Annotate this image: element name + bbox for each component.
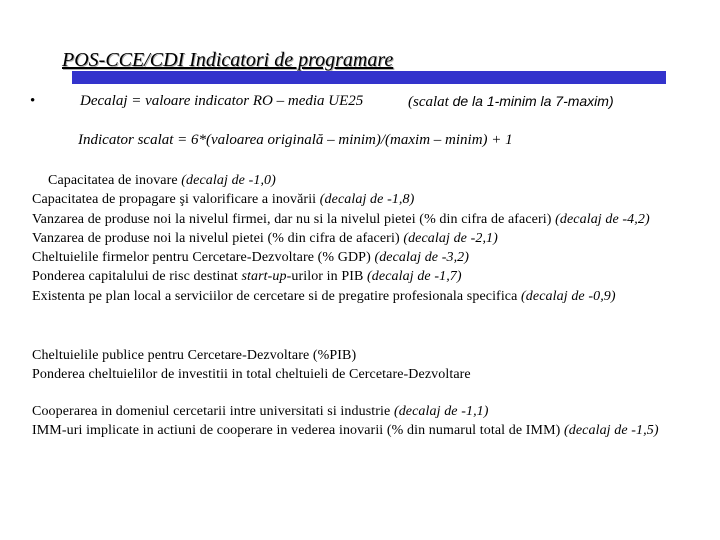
indicator-line: [32, 267, 692, 286]
indicator-text: Cooperarea in domeniul cercetarii intre universitati si industrie: [32, 404, 394, 419]
scaling-formula: Indicator scalat = 6*(valoarea originală – minim)/(maxim – minim) + 1: [78, 132, 513, 148]
indicators-group-innovation: [32, 171, 692, 306]
slide-title: POS-CCE/CDI Indicatori de programare: [62, 49, 394, 71]
indicator-text: -urilor in PIB: [286, 269, 368, 285]
indicator-line: [32, 402, 692, 421]
indicator-line: [32, 171, 692, 190]
indicator-text: IMM-uri implicate in actiuni de cooperare in vederea inovarii (% din numarul total de IMM): [32, 423, 564, 439]
indicator-gap: (decalaj de -1,7): [367, 269, 462, 285]
scale-note-range: de la 1-minim la 7-maxim): [452, 93, 614, 109]
indicator-gap: (decalaj de -4,2): [555, 211, 650, 227]
decalaj-definition-text: Decalaj = valoare indicator RO – media UE25: [80, 93, 364, 109]
indicator-line: [32, 421, 692, 440]
indicator-text: Ponderea capitalului de risc destinat: [32, 269, 242, 285]
indicator-line: [32, 248, 692, 267]
indicator-gap: (decalaj de -1,5): [563, 423, 659, 439]
scale-note-prefix: (scalat: [408, 94, 453, 110]
title-underline-bar: [72, 71, 666, 84]
indicator-line: [32, 287, 692, 306]
indicator-line: [32, 190, 692, 209]
indicator-gap: (decalaj de -1,8): [319, 192, 415, 208]
bullet-dot-icon: •: [30, 93, 36, 109]
indicator-text: Capacitatea de propagare şi valorificare a inovării: [32, 192, 320, 208]
indicator-line: [32, 346, 692, 365]
indicator-gap: (decalaj de -1,0): [181, 173, 276, 188]
indicator-gap: (decalaj de -0,9): [521, 288, 616, 304]
indicator-line: [32, 365, 692, 384]
indicator-italic-term: start-up: [241, 269, 287, 285]
indicators-group-cooperation: [32, 402, 692, 441]
indicator-line: [32, 229, 692, 248]
indicator-gap: (decalaj de -3,2): [374, 250, 470, 266]
indicator-text: Cheltuielile firmelor pentru Cercetare-Dezvoltare (% GDP): [32, 250, 375, 266]
indicator-text: Cheltuielile publice pentru Cercetare-Dezvoltare (%PIB): [32, 348, 357, 363]
indicator-text: Existenta pe plan local a serviciilor de cercetare si de pregatire profesionala specifica: [32, 288, 522, 304]
indicators-group-public-rd: [32, 346, 692, 385]
indicator-text: Ponderea cheltuielilor de investitii in total cheltuieli de Cercetare-Dezvoltare: [32, 367, 471, 383]
indicator-text: Vanzarea de produse noi la nivelul pietei (% din cifra de afaceri): [32, 230, 404, 246]
indicator-text: Capacitatea de inovare: [48, 173, 182, 188]
indicator-text: Vanzarea de produse noi la nivelul firmei, dar nu si la nivelul pietei (% din cifra de afaceri): [32, 211, 556, 227]
indicator-line: [32, 210, 692, 229]
indicator-gap: (decalaj de -2,1): [403, 230, 498, 246]
scale-note: [408, 93, 614, 111]
indicator-gap: (decalaj de -1,1): [393, 404, 489, 419]
